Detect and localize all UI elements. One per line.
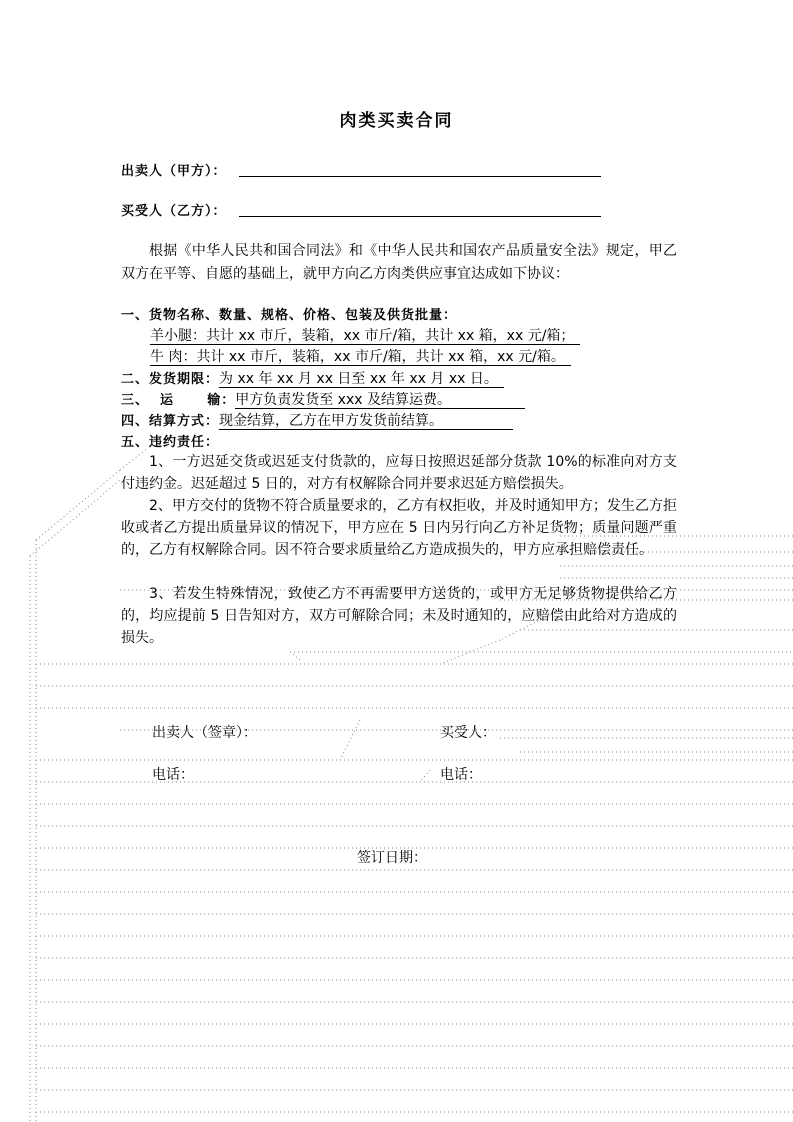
- seller-blank-line[interactable]: [239, 176, 601, 177]
- buyer-phone-label: 电话：: [440, 767, 482, 783]
- section-5-label: 五、违约责任：: [121, 435, 220, 450]
- section-5-heading: [121, 432, 219, 453]
- section-3-row: [121, 390, 525, 411]
- section-2-value: 为 xx 年 xx 月 xx 日至 xx 年 xx 月 xx 日。: [219, 371, 504, 388]
- item-lamb-shank: 羊小腿：共计 xx 市斤，装箱，xx 市斤/箱，共计 xx 箱，xx 元/箱；: [150, 326, 580, 346]
- buyer-label: 买受人（乙方）：: [121, 204, 227, 219]
- buyer-blank-line[interactable]: [239, 216, 601, 217]
- section-1-heading: [121, 305, 457, 326]
- buyer-signature-label: 买受人：: [440, 725, 496, 741]
- buyer-party-row: [121, 200, 227, 219]
- item-beef: 牛 肉：共计 xx 市斤，装箱，xx 市斤/箱，共计 xx 箱，xx 元/箱。: [150, 347, 571, 367]
- clause-1: 1、一方迟延交货或迟延支付货款的，应每日按照迟延部分货款 10%的标准向对方支付违约金。迟延超过 5 日的，对方有权解除合同并要求迟延方赔偿损失。: [121, 454, 677, 492]
- section-2-row: [121, 369, 504, 390]
- sign-date-label: 签订日期：: [357, 850, 427, 866]
- seller-party-row: [121, 160, 227, 179]
- section-1-label: 一、货物名称、数量、规格、价格、包装及供货批量：: [121, 308, 458, 323]
- clause-2: 2、甲方交付的货物不符合质量要求的，乙方有权拒收，并及时通知甲方；发生乙方拒收或者乙方提出质量异议的情况下，甲方应在 5 日内另行向乙方补足货物；质量问题严重的，乙方有权解除合同。因不符合要求质量给乙方造成损失的，甲方应承担赔偿责任。: [121, 498, 677, 558]
- document-title: 肉类买卖合同: [339, 111, 454, 131]
- section-2-label: 二、发货期限：: [121, 372, 220, 387]
- section-4-value: 现金结算，乙方在甲方发货前结算。: [219, 413, 513, 430]
- seller-signature-label: 出卖人（签章）：: [152, 725, 257, 741]
- seller-label: 出卖人（甲方）：: [121, 164, 227, 179]
- seller-phone-label: 电话：: [152, 767, 194, 783]
- section-3-value: 甲方负责发货至 xxx 及结算运费。: [235, 392, 525, 409]
- section-4-label: 四、结算方式：: [121, 414, 220, 429]
- section-4-row: [121, 411, 513, 432]
- preamble-paragraph: 根据《中华人民共和国合同法》和《中华人民共和国农产品质量安全法》规定，甲乙双方在平等、自愿的基础上，就甲方向乙方肉类供应事宜达成如下协议：: [121, 243, 677, 282]
- clause-3: 3、若发生特殊情况，致使乙方不再需要甲方送货的，或甲方无足够货物提供给乙方的，均应提前 5 日告知对方，双方可解除合同；未及时通知的，应赔偿由此给对方造成的损失。: [121, 586, 677, 646]
- section-3-label: 三、 运 输：: [121, 393, 236, 408]
